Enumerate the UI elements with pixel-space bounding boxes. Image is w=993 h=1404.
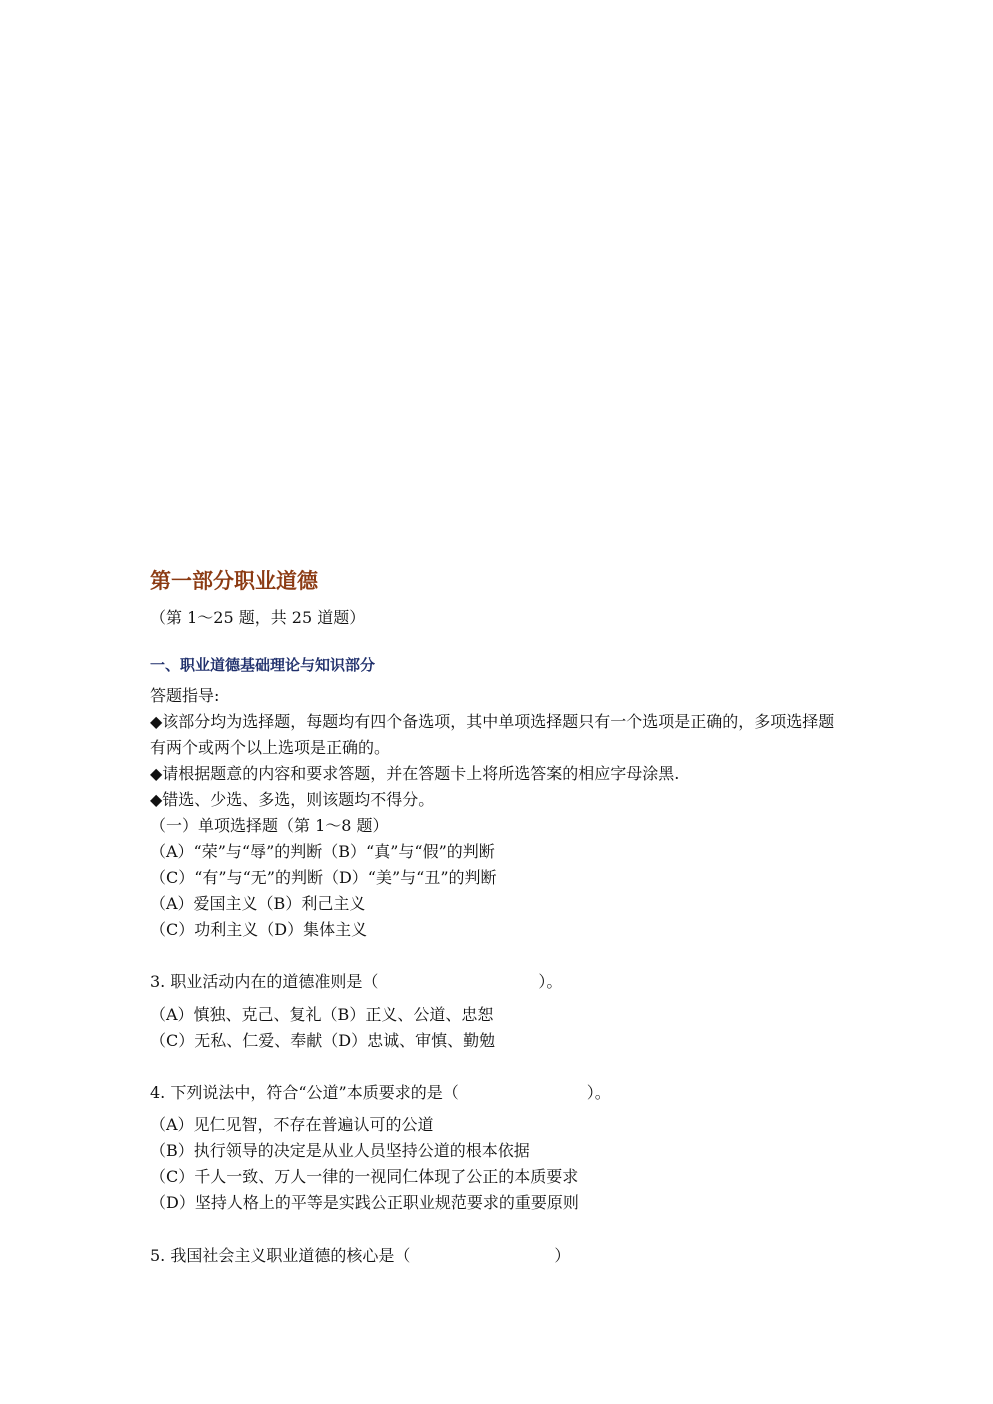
question-stem: 3. 职业活动内在的道德准则是（ ）。 xyxy=(150,972,563,991)
option-line: （C）无私、仁爱、奉献（D）忠诚、审慎、勤勉 xyxy=(150,1031,496,1050)
instruction-item: ◆请根据题意的内容和要求答题，并在答题卡上将所选答案的相应字母涂黑. xyxy=(150,764,680,783)
option-line: （C）千人一致、万人一律的一视同仁体现了公正的本质要求 xyxy=(150,1167,579,1186)
option-line: （A）“荣”与“辱”的判断（B）“真”与“假”的判断 xyxy=(150,842,495,861)
instruction-item: ◆错选、少选、多选，则该题均不得分。 xyxy=(150,790,435,809)
option-line: （A）见仁见智，不存在普遍认可的公道 xyxy=(150,1115,434,1134)
section-heading: 一、职业道德基础理论与知识部分 xyxy=(150,656,376,674)
question-stem: 4. 下列说法中，符合“公道”本质要求的是（ ）。 xyxy=(150,1083,611,1102)
question-stem: 5. 我国社会主义职业道德的核心是（ ） xyxy=(150,1246,571,1265)
option-line: （C）功利主义（D）集体主义 xyxy=(150,920,368,939)
part-subtitle: （第 1～25 题，共 25 道题） xyxy=(150,608,366,627)
option-line: （B）执行领导的决定是从业人员坚持公道的根本依据 xyxy=(150,1141,530,1160)
part-title: 第一部分职业道德 xyxy=(150,568,318,593)
option-line: （C）“有”与“无”的判断（D）“美”与“丑”的判断 xyxy=(150,868,497,887)
instruction-item: ◆该部分均为选择题，每题均有四个备选项，其中单项选择题只有一个选项是正确的，多项选择题有两个或两个以上选项是正确的。 xyxy=(150,712,835,757)
instructions-label: 答题指导: xyxy=(150,686,220,705)
subsection-heading: （一）单项选择题（第 1～8 题） xyxy=(150,816,389,835)
option-line: （D）坚持人格上的平等是实践公正职业规范要求的重要原则 xyxy=(150,1193,579,1212)
option-line: （A）慎独、克己、复礼（B）正义、公道、忠恕 xyxy=(150,1005,494,1024)
option-line: （A）爱国主义（B）利己主义 xyxy=(150,894,366,913)
